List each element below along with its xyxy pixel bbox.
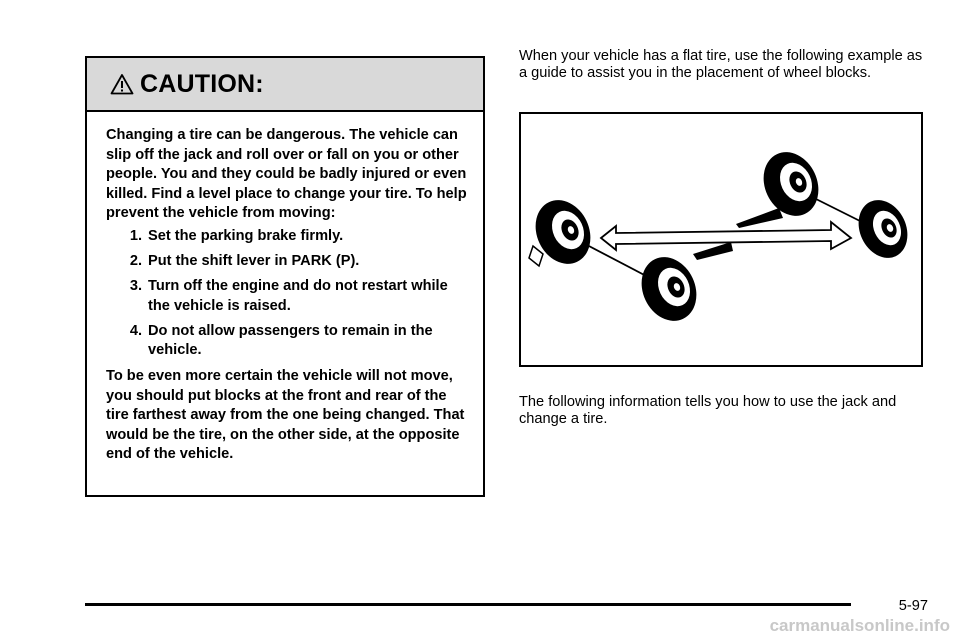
wheel-block xyxy=(529,246,543,266)
caution-steps xyxy=(106,227,473,361)
caution-header xyxy=(87,58,483,112)
caution-step xyxy=(106,252,473,272)
watermark: carmanualsonline.info xyxy=(769,616,950,635)
wheel-block-illustration xyxy=(521,114,921,365)
intro-text: When your vehicle has a flat tire, use the following example as a guide to assist you in the placement of wheel blocks. xyxy=(519,48,923,82)
wheel-block-diagram xyxy=(519,112,923,367)
jack-info-paragraph xyxy=(519,394,929,429)
step-number: 1. xyxy=(129,227,142,244)
intro-paragraph xyxy=(519,48,929,83)
footer-rule xyxy=(85,603,851,606)
caution-step xyxy=(106,277,473,316)
tire-front-right xyxy=(753,143,828,225)
wheel-block xyxy=(693,242,733,260)
step-text: Put the shift lever in PARK (P). xyxy=(148,253,360,270)
page-number: 5-97 xyxy=(898,598,928,614)
caution-outro: To be even more certain the vehicle will not move, you should put blocks at the front and rear of the tire farthest away from the one being changed. That would be the tire, on the other side, at the opposite end of the vehicle. xyxy=(106,368,465,463)
step-number: 2. xyxy=(129,253,142,270)
caution-step xyxy=(106,322,473,361)
step-text: Turn off the engine and do not restart while the vehicle is raised. xyxy=(148,278,448,314)
step-number: 3. xyxy=(129,278,142,295)
step-number: 4. xyxy=(129,322,142,339)
jack-info-text: The following information tells you how to use the jack and change a tire. xyxy=(519,394,897,428)
caution-title: CAUTION: xyxy=(140,69,264,98)
wheel-block xyxy=(736,208,783,228)
step-text: Set the parking brake firmly. xyxy=(148,227,344,244)
caution-intro: Changing a tire can be dangerous. The vehicle can slip off the jack and roll over or fall on you or other people. You and they could be badly injured or even killed. Find a level place to change your tire. To help prevent the vehicle from moving: xyxy=(106,127,467,222)
tire-rear-left xyxy=(631,248,706,330)
warning-triangle-icon xyxy=(110,73,134,95)
caution-body xyxy=(87,112,483,465)
caution-step xyxy=(106,227,473,247)
tire-front-left xyxy=(525,191,600,273)
step-text: Do not allow passengers to remain in the vehicle. xyxy=(148,322,433,359)
caution-box xyxy=(85,56,485,497)
tire-rear-right xyxy=(849,192,916,266)
